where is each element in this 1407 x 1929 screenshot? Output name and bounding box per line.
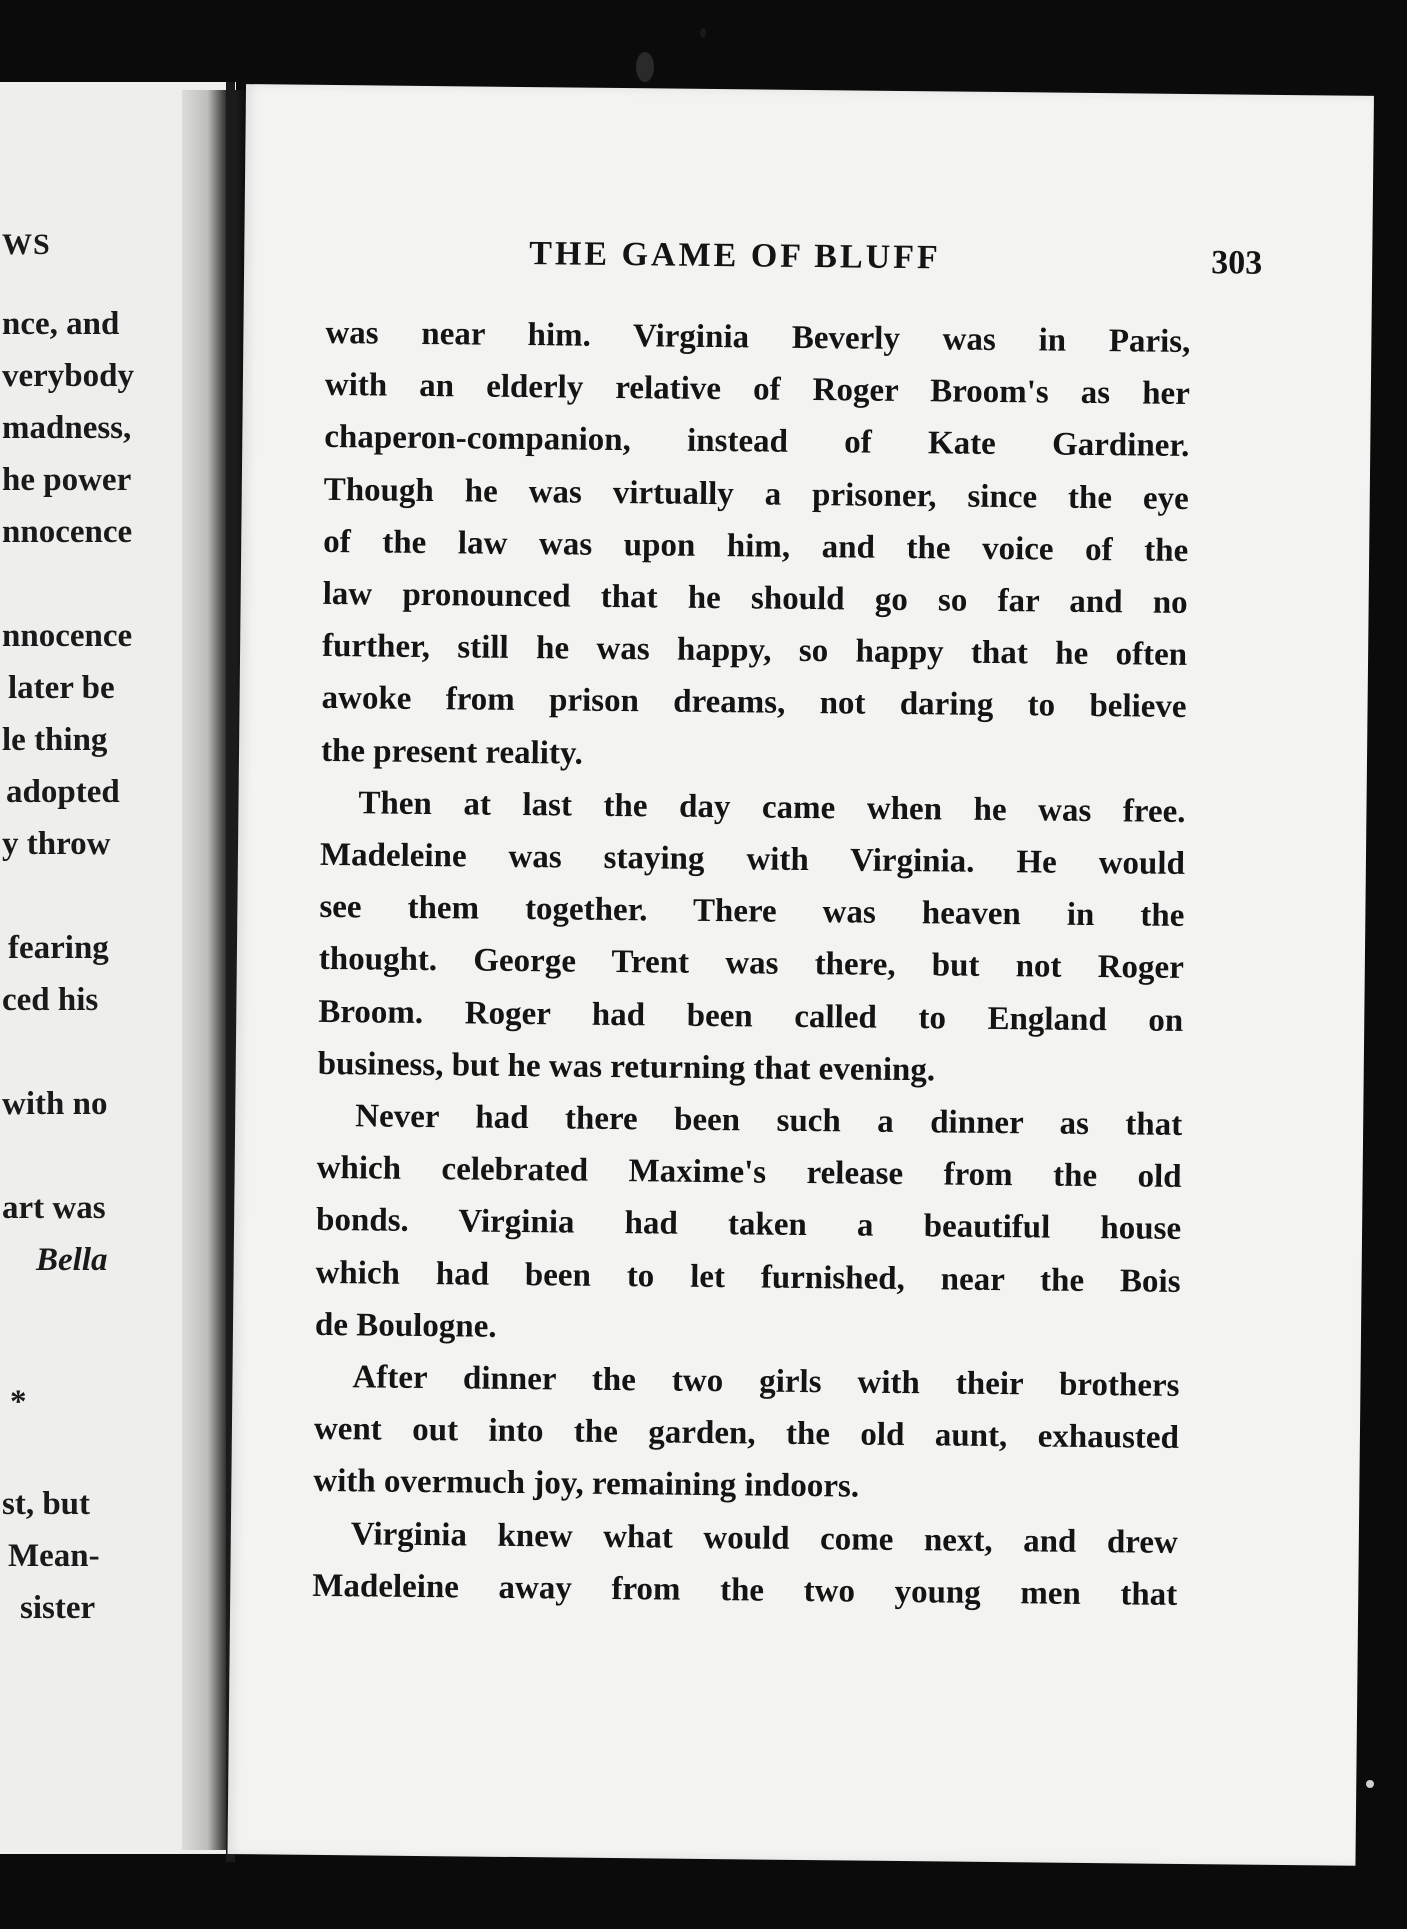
left-page-line: later be xyxy=(8,670,115,706)
text-line: business, but he was returning that evening. xyxy=(317,1045,936,1089)
text-line: de Boulogne. xyxy=(314,1306,497,1345)
text-line: Though he was virtually a prisoner, since the eye xyxy=(323,471,1189,517)
text-line: which had been to let furnished, near the Bois xyxy=(315,1254,1181,1300)
text-line: law pronounced that he should go so far and no xyxy=(322,575,1188,621)
scan-speck xyxy=(1366,1780,1374,1788)
scan-speck xyxy=(700,28,706,38)
left-page-line: Mean- xyxy=(8,1538,100,1574)
text-line: bonds. Virginia had taken a beautiful house xyxy=(315,1202,1182,1248)
text-line: Never had there been such a dinner as that xyxy=(355,1098,1183,1143)
left-page-line: art was xyxy=(2,1190,106,1226)
left-page-line: ced his xyxy=(2,982,99,1018)
left-page-line: nce, and xyxy=(2,306,120,342)
running-head: THE GAME OF BLUFF xyxy=(529,235,941,277)
left-page-asterisk: * xyxy=(10,1384,27,1420)
text-line: further, still he was happy, so happy that he often xyxy=(321,628,1188,674)
left-page-line: sister xyxy=(20,1590,96,1626)
right-page xyxy=(227,84,1373,1866)
text-line: Madeleine was staying with Virginia. He would xyxy=(319,836,1186,882)
text-line: awoke from prison dreams, not daring to believe xyxy=(321,680,1187,726)
text-line: thought. George Trent was there, but not Roger xyxy=(318,941,1185,987)
left-page-line: with no xyxy=(2,1086,108,1122)
text-line: with an elderly relative of Roger Broom's as her xyxy=(324,367,1191,413)
left-page-line: Bella xyxy=(36,1242,108,1278)
left-page-header: WS xyxy=(2,228,51,261)
text-line: Virginia knew what would come next, and drew xyxy=(350,1515,1178,1561)
text-line: of the law was upon him, and the voice of the xyxy=(323,523,1189,569)
left-page-line: fearing xyxy=(8,930,109,966)
scan-speck xyxy=(636,52,654,82)
left-page-line: madness, xyxy=(2,410,132,446)
text-line: Then at last the day came when he was free. xyxy=(358,785,1186,830)
left-page-line: y throw xyxy=(2,826,111,862)
left-page-line: le thing xyxy=(2,722,108,758)
text-line: with overmuch joy, remaining indoors. xyxy=(313,1463,860,1506)
text-line: the present reality. xyxy=(320,732,584,772)
text-line: After dinner the two girls with their brothers xyxy=(352,1359,1180,1405)
text-line: see them together. There was heaven in the xyxy=(319,889,1185,935)
left-page-line: nnocence xyxy=(2,514,133,550)
text-line: chaperon-companion, instead of Kate Gardiner. xyxy=(324,419,1190,465)
text-line: was near him. Virginia Beverly was in Paris, xyxy=(325,314,1191,360)
text-line: which celebrated Maxime's release from the old xyxy=(316,1150,1182,1196)
left-page-line: adopted xyxy=(6,774,120,810)
page-body xyxy=(312,307,1191,1621)
left-page-line: st, but xyxy=(2,1486,91,1522)
text-line: went out into the garden, the old aunt, exhausted xyxy=(313,1411,1180,1457)
page-number: 303 xyxy=(1211,244,1263,282)
text-line: Broom. Roger had been called to England on xyxy=(318,993,1184,1039)
text-line: Madeleine away from the two young men that xyxy=(312,1567,1178,1613)
left-page-line: he power xyxy=(2,462,132,498)
left-page-line: verybody xyxy=(2,358,134,394)
left-page-line: nnocence xyxy=(2,618,133,654)
